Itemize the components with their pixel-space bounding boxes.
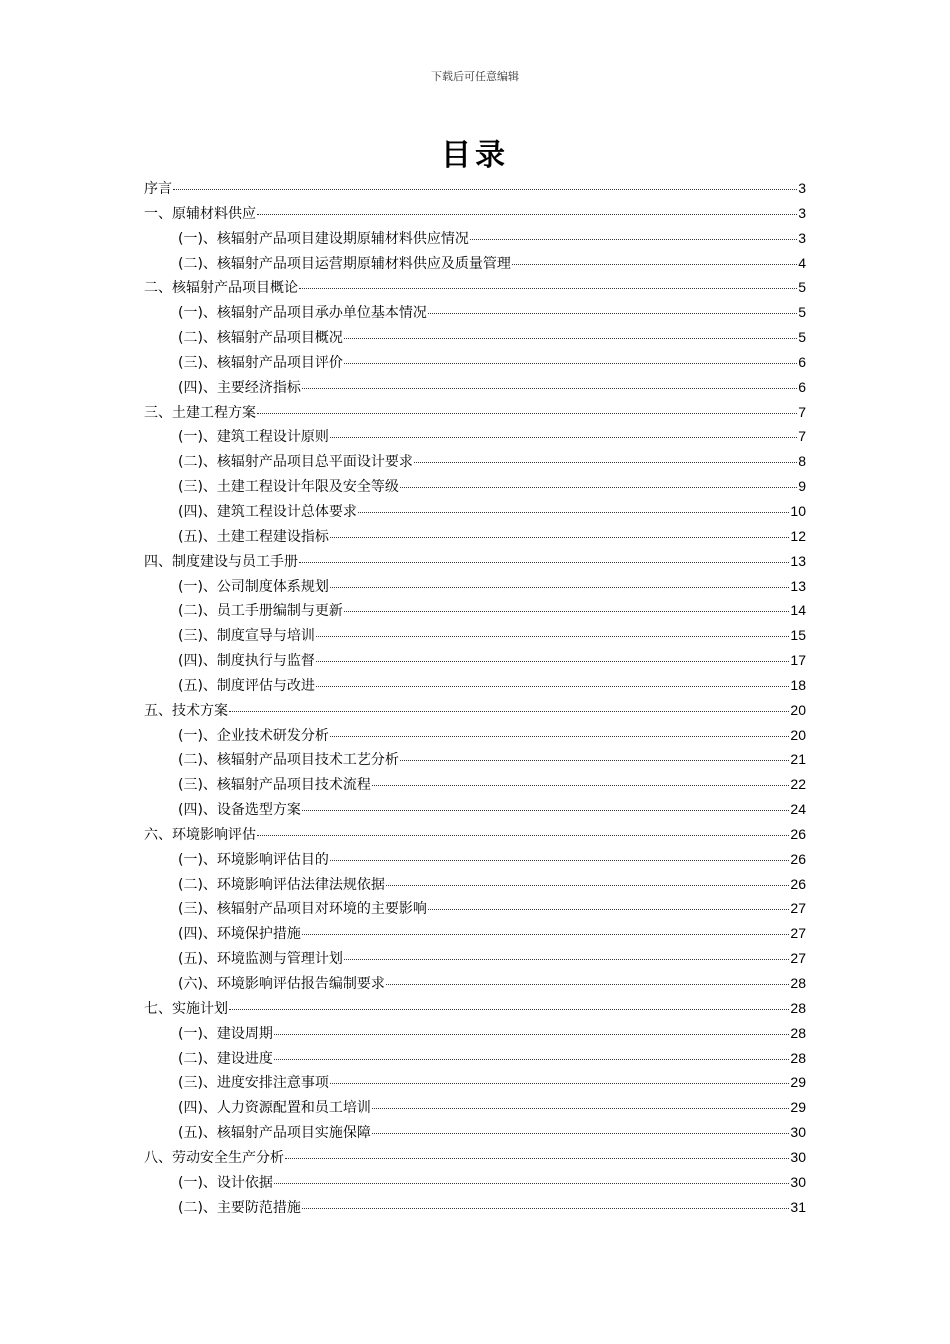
toc-page-number: 21 [790,751,806,768]
dot-leader [274,1183,789,1184]
toc-page-number: 28 [790,975,806,991]
toc-subentry[interactable] [144,1095,806,1120]
toc-entry-label: (五)、土建工程建设指标 [178,528,329,545]
dot-leader [400,760,789,761]
toc-page-number: 30 [790,1124,806,1141]
toc-page-number: 5 [798,304,806,321]
toc-page-number: 27 [790,950,806,967]
toc-page-number: 28 [790,999,806,1016]
toc-entry-label: 三、土建工程方案 [144,404,256,421]
toc-entry[interactable] [144,400,806,425]
toc-subentry[interactable] [144,1070,806,1095]
toc-subentry[interactable] [144,375,806,400]
toc-entry-label: 一、原辅材料供应 [144,205,256,222]
dot-leader [400,487,797,488]
dot-leader [274,1034,789,1035]
toc-entry-label: (二)、环境影响评估法律法规依据 [178,876,385,893]
toc-entry-label: (二)、员工手册编制与更新 [178,603,343,620]
toc-subentry[interactable] [144,872,806,897]
dot-leader [386,984,789,985]
dot-leader [344,363,797,364]
toc-subentry[interactable] [144,424,806,449]
toc-page-number: 8 [798,453,806,470]
toc-entry-label: (二)、核辐射产品项目技术工艺分析 [178,752,399,769]
toc-subentry[interactable] [144,325,806,350]
dot-leader [316,686,789,687]
dot-leader [428,313,797,314]
dot-leader [386,885,789,886]
toc-page-number: 3 [798,204,806,221]
toc-page-number: 24 [790,801,806,818]
toc-page-number: 27 [790,925,806,942]
toc-entry[interactable] [144,275,806,300]
dot-leader [302,934,789,935]
toc-page-number: 7 [798,428,806,445]
dot-leader [299,288,797,289]
toc-entry-label: (三)、核辐射产品项目对环境的主要影响 [178,901,427,918]
toc-entry-label: (二)、主要防范措施 [178,1199,301,1216]
toc-subentry[interactable] [144,847,806,872]
page-title: 目录 [441,138,509,173]
toc-subentry[interactable] [144,598,806,623]
toc-entry-label: (四)、主要经济指标 [178,379,301,396]
toc-entry-label: (三)、核辐射产品项目技术流程 [178,777,371,794]
dot-leader [344,338,797,339]
toc-entry-label: (一)、环境影响评估目的 [178,851,329,868]
toc-subentry[interactable] [144,772,806,797]
toc-entry-label: 六、环境影响评估 [144,826,256,843]
dot-leader [302,1208,789,1209]
toc-subentry[interactable] [144,946,806,971]
toc-subentry[interactable] [144,524,806,549]
dot-leader [257,214,797,215]
dot-leader [257,413,797,414]
dot-leader [358,512,789,513]
dot-leader [330,1083,789,1084]
toc-page-number: 22 [790,776,806,793]
toc-entry-label: 二、核辐射产品项目概论 [144,280,298,297]
dot-leader [330,537,789,538]
toc-entry-label: (二)、建设进度 [178,1050,273,1067]
dot-leader [414,462,797,463]
dot-leader [428,909,789,910]
dot-leader [344,959,789,960]
toc-entry-label: (二)、核辐射产品项目概况 [178,330,343,347]
toc-entry-label: 七、实施计划 [144,1000,228,1017]
toc-entry-label: (一)、建设周期 [178,1025,273,1042]
toc-page-number: 29 [790,1099,806,1116]
toc-page-number: 3 [798,180,806,196]
toc-entry-label: (四)、人力资源配置和员工培训 [178,1100,371,1117]
toc-subentry[interactable] [144,723,806,748]
toc-subentry[interactable] [144,1195,806,1220]
toc-entry[interactable] [144,996,806,1021]
toc-page-number: 13 [790,552,806,569]
toc-entry[interactable] [144,1145,806,1170]
dot-leader [330,437,797,438]
toc-page-number: 14 [790,602,806,619]
toc-entry-label: (四)、环境保护措施 [178,926,301,943]
toc-subentry[interactable] [144,648,806,673]
toc-entry-label: 序言 [144,181,172,197]
toc-subentry[interactable] [144,747,806,772]
toc-subentry[interactable] [144,1170,806,1195]
toc-subentry[interactable] [144,797,806,822]
toc-entry-label: (一)、核辐射产品项目建设期原辅材料供应情况 [178,230,469,247]
toc-entry-label: (一)、企业技术研发分析 [178,727,329,744]
dot-leader [257,835,789,836]
page-header: 下载后可任意编辑 [431,70,519,83]
toc-subentry[interactable] [144,251,806,276]
toc-entry-label: (五)、制度评估与改进 [178,677,315,694]
toc-subentry[interactable] [144,499,806,524]
toc-page-number: 3 [798,229,806,246]
toc-entry-label: (四)、建筑工程设计总体要求 [178,503,357,520]
toc-entry-label: (二)、核辐射产品项目运营期原辅材料供应及质量管理 [178,255,511,272]
dot-leader [330,587,789,588]
dot-leader [173,189,797,190]
toc-page-number: 26 [790,875,806,892]
dot-leader [229,711,789,712]
toc-page-number: 7 [798,403,806,420]
toc-entry-label: (二)、核辐射产品项目总平面设计要求 [178,454,413,471]
toc-entry-label: (四)、设备选型方案 [178,802,301,819]
toc-page-number: 29 [790,1074,806,1091]
dot-leader [316,661,789,662]
toc-page-number: 18 [790,676,806,693]
toc-page-number: 17 [790,652,806,669]
toc-entry-label: (一)、设计依据 [178,1174,273,1191]
toc-entry-label: 四、制度建设与员工手册 [144,553,298,570]
toc-entry-label: 五、技术方案 [144,702,228,719]
dot-leader [285,1158,789,1159]
toc-entry-label: (三)、核辐射产品项目评价 [178,354,343,371]
toc-page-number: 12 [790,527,806,544]
toc-entry[interactable] [144,201,806,226]
toc-entry[interactable] [144,822,806,847]
toc-page-number: 28 [790,1049,806,1066]
table-of-contents [144,176,806,1219]
toc-page-number: 26 [790,825,806,842]
toc-entry-label: (一)、核辐射产品项目承办单位基本情况 [178,305,427,322]
toc-entry[interactable] [144,698,806,723]
dot-leader [330,860,789,861]
toc-subentry[interactable] [144,449,806,474]
toc-page-number: 5 [798,329,806,346]
toc-subentry[interactable] [144,673,806,698]
dot-leader [512,264,797,265]
toc-page-number: 6 [798,378,806,395]
dot-leader [274,1059,789,1060]
toc-subentry[interactable] [144,474,806,499]
toc-page-number: 20 [790,726,806,743]
toc-subentry[interactable] [144,1046,806,1071]
toc-subentry[interactable] [144,226,806,251]
toc-entry[interactable] [144,549,806,574]
toc-entry-label: 八、劳动安全生产分析 [144,1149,284,1166]
toc-page-number: 9 [798,478,806,495]
toc-entry-label: (六)、环境影响评估报告编制要求 [178,976,385,992]
dot-leader [344,611,789,612]
toc-entry-label: (五)、环境监测与管理计划 [178,951,343,968]
toc-entry[interactable] [144,176,806,201]
toc-subentry[interactable] [144,350,806,375]
dot-leader [330,736,789,737]
toc-page-number: 20 [790,701,806,718]
toc-page-number: 30 [790,1148,806,1165]
toc-entry-label: (三)、土建工程设计年限及安全等级 [178,479,399,496]
toc-page-number: 15 [790,627,806,644]
toc-page-number: 30 [790,1173,806,1190]
toc-page-number: 4 [798,254,806,271]
dot-leader [299,562,789,563]
toc-subentry[interactable] [144,623,806,648]
toc-entry-label: (一)、建筑工程设计原则 [178,429,329,446]
dot-leader [302,810,789,811]
toc-entry-label: (五)、核辐射产品项目实施保障 [178,1125,371,1142]
dot-leader [316,636,789,637]
toc-subentry[interactable] [144,574,806,599]
toc-subentry[interactable] [144,300,806,325]
toc-page-number: 27 [790,900,806,917]
toc-subentry[interactable] [144,1021,806,1046]
toc-page-number: 10 [790,502,806,519]
toc-entry-label: (三)、进度安排注意事项 [178,1075,329,1092]
toc-page-number: 5 [798,279,806,296]
toc-subentry[interactable] [144,921,806,946]
toc-entry-label: (一)、公司制度体系规划 [178,578,329,595]
dot-leader [372,1108,789,1109]
toc-entry-label: (三)、制度宣导与培训 [178,628,315,645]
toc-entry-label: (四)、制度执行与监督 [178,653,315,670]
toc-page-number: 6 [798,353,806,370]
toc-subentry[interactable] [144,971,806,996]
toc-page-number: 31 [790,1198,806,1215]
dot-leader [372,785,789,786]
dot-leader [470,239,797,240]
dot-leader [302,388,797,389]
toc-page-number: 28 [790,1024,806,1041]
dot-leader [372,1133,789,1134]
dot-leader [229,1009,789,1010]
toc-subentry[interactable] [144,1120,806,1145]
toc-subentry[interactable] [144,896,806,921]
toc-page-number: 13 [790,577,806,594]
toc-page-number: 26 [790,850,806,867]
